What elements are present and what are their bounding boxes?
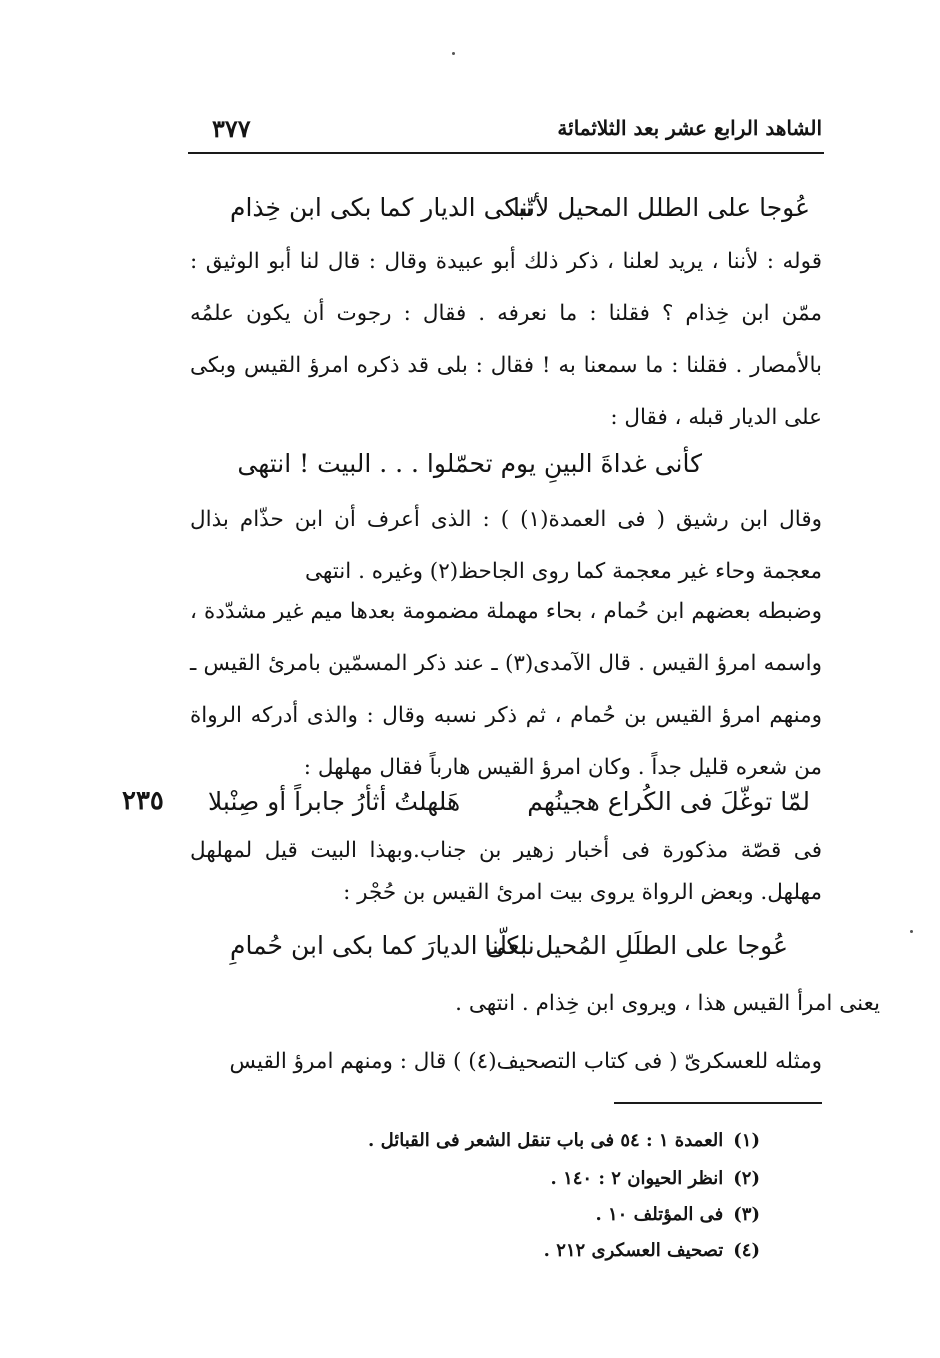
verse-4 — [190, 922, 822, 970]
scan-speck — [452, 52, 455, 55]
paragraph-3: وضبطه بعضهم ابن حُمام ، بحاء مهملة مضمومة بعدها ميم غير مشدّدة ، واسمه امرؤ القيس . قال الآمدى(٣) ـ عند ذكر المسمّين بامرئ القيس ـ ومنهم امرؤ القيس بن حُمام ، ثم ذكر نسبه وقال : والذى أدركه الرواة من شعره قليل جداً . وكان امرؤ القيس هارباً فقال مهلهل : — [190, 599, 822, 780]
scan-speck — [910, 930, 913, 933]
verse-1 — [190, 184, 822, 232]
line-5: يعنى امرأ القيس هذا ، ويروى ابن خِذام . انتهى . — [455, 991, 880, 1016]
footnote-4 — [544, 1232, 760, 1270]
footnote-1-text: العمدة ١ : ٥٤ فى باب تنقل الشعر فى القبائل . — [368, 1130, 724, 1151]
verse-3-second-hemistich: هَلهلتُ أثأرُ جابراً أو صِنْبلا — [208, 787, 461, 816]
header-rule — [188, 152, 824, 154]
page-number: ٣٧٧ — [212, 114, 251, 143]
footnote-3-number: (٣) — [733, 1204, 760, 1225]
paragraph-2: وقال ابن رشيق ( فى العمدة(١) ) : الذى أعرف أن ابن حذّام بذال معجمة وحاء غير معجمة كما روى الجاحظ(٢) وغيره . انتهى — [190, 507, 822, 584]
footnote-4-number: (٤) — [733, 1240, 760, 1261]
footnote-4-text: تصحيف العسكرى ٢١٢ . — [543, 1240, 724, 1261]
verse-2 — [190, 440, 822, 488]
header-title: الشاهد الرابع عشر بعد الثلاثمائة — [557, 116, 822, 140]
footnote-2-text: انظر الحيوان ٢ : ١٤٠ . — [550, 1168, 724, 1189]
footnote-2-number: (٢) — [733, 1168, 760, 1189]
verse-4-second-hemistich: نبكى الديارَ كما بكى ابن حُمامِ — [230, 931, 535, 960]
verse-3 — [190, 778, 822, 826]
verse-1-second-hemistich: نبكى الديار كما بكى ابن خِذام — [230, 193, 533, 222]
verse-2-text: كأنى غداةَ البينِ يوم تحمّلوا . . . البيت ! انتهى — [237, 449, 702, 478]
footnote-1-number: (١) — [733, 1130, 760, 1151]
footnote-3-text: فى المؤتلف ١٠ . — [595, 1204, 724, 1225]
paragraph-4: فى قصّة مذكورة فى أخبار زهير بن جناب.وبهذا البيت قيل لمهلهل مهلهل. وبعض الرواة يروى بيت امرئ القيس بن حُجْر : — [190, 838, 822, 905]
footnote-3 — [595, 1196, 760, 1234]
footnote-1 — [368, 1122, 760, 1160]
verse-3-first-hemistich: لمّا توغّلَ فى الكُراع هجينُهم — [527, 787, 810, 816]
footnote-rule — [614, 1102, 822, 1104]
line-6: ومثله للعسكرىّ ( فى كتاب التصحيف(٤) ) قال : ومنهم امرؤ القيس — [229, 1049, 822, 1074]
footnote-2 — [551, 1160, 760, 1198]
margin-number: ٢٣٥ — [122, 786, 164, 816]
verse-1-first-hemistich: عُوجا على الطلل المحيل لأنّنا — [512, 193, 810, 222]
running-header — [190, 112, 822, 148]
verse-4-first-hemistich: عُوجا على الطلَلِ المُحيل لعلّنا — [484, 931, 788, 960]
paragraph-1: قوله : لأننا ، يريد لعلنا ، ذكر ذلك أبو عبيدة وقال : قال لنا أبو الوثيق : ممّن ابن خِذام ؟ فقلنا : ما نعرفه . فقال : رجوت أن يكون علمُه بالأمصار . فقلنا : ما سمعنا به ! فقال : بلى قد ذكره امرؤ القيس وبكى على الديار قبله ، فقال : — [190, 249, 822, 430]
